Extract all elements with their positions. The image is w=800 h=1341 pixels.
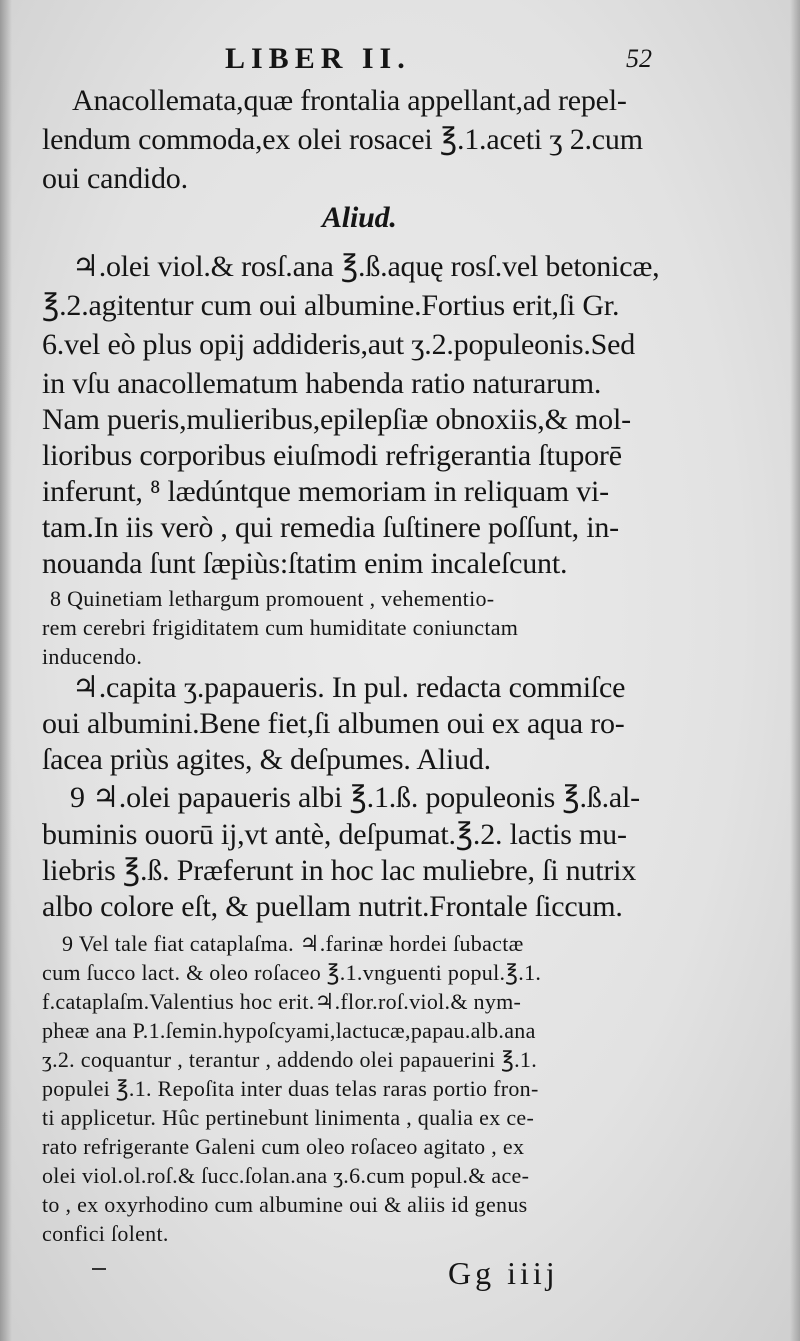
text-line: lioribus corporibus eiuſmodi refrigerantia ſtuporē <box>42 439 622 472</box>
annotation-line: populei ℥.1. Repoſita inter duas telas raras portio fron- <box>42 1076 539 1101</box>
text-line: albo colore eſt, & puellam nutrit.Frontale ſiccum. <box>42 890 623 923</box>
text-line: Nam pueris,mulieribus,epilepſiæ obnoxiis,& mol- <box>42 403 631 436</box>
text-line: nouanda ſunt ſæpiùs:ſtatim enim incaleſcunt. <box>42 547 568 580</box>
annotation-line: 8 Quinetiam lethargum promouent , vehementio- <box>50 586 495 611</box>
text-line: 9 ♃.olei papaueris albi ℥.1.ß. populeonis ℥.ß.al- <box>70 781 640 814</box>
annotation-line: pheæ ana P.1.ſemin.hypoſcyami,lactucæ,papau.alb.ana <box>42 1018 536 1043</box>
annotation-line: confici ſolent. <box>42 1221 169 1246</box>
text-line: tam.In iis verò , qui remedia ſuſtinere poſſunt, in- <box>42 511 619 544</box>
signature-mark: Gg iiij <box>448 1255 559 1291</box>
annotation-line: to , ex oxyrhodino cum albumine oui & aliis id genus <box>42 1192 528 1217</box>
annotation-line: inducendo. <box>42 644 143 669</box>
text-line: liebris ℥.ß. Præferunt in hoc lac muliebre, ſi nutrix <box>42 854 637 887</box>
folio-number: 52 <box>626 44 652 73</box>
annotation-line: olei viol.ol.roſ.& ſucc.ſolan.ana ʒ.6.cum popul.& ace- <box>42 1163 530 1188</box>
text-line: oui candido. <box>42 162 188 195</box>
text-line: in vſu anacollematum habenda ratio naturarum. <box>42 367 602 400</box>
text-line: ſacea priùs agites, & deſpumes. Aliud. <box>42 743 491 776</box>
annotation-line: ʒ.2. coquantur , terantur , addendo olei papauerini ℥.1. <box>42 1047 538 1072</box>
text-line: Aliud. <box>322 201 397 234</box>
text-line: ♃.capita ʒ.papaueris. In pul. redacta commiſce <box>72 671 626 704</box>
text-line: ♃.olei viol.& rosſ.ana ℥.ß.aquę rosſ.vel betonicæ, <box>72 250 660 283</box>
annotation-line: cum ſucco lact. & oleo roſaceo ℥.1.vnguenti popul.℥.1. <box>42 960 542 985</box>
footer-dash <box>92 1268 106 1270</box>
text-line: Anacollemata,quæ frontalia appellant,ad repel- <box>72 84 627 117</box>
annotation-line: f.cataplaſm.Valentius hoc erit.♃.flor.roſ.viol.& nym- <box>42 989 522 1014</box>
running-head: LIBER II. <box>225 42 411 75</box>
annotation-line: rem cerebri frigiditatem cum humiditate coniunctam <box>42 615 519 640</box>
annotation-line: ti applicetur. Hûc pertinebunt linimenta , qualia ex ce- <box>42 1105 535 1130</box>
annotation-line: 9 Vel tale fiat cataplaſma. ♃.farinæ hordei ſubactæ <box>62 931 524 956</box>
text-line: buminis ouorū ij,vt antè, deſpumat.℥.2. lactis mu- <box>42 818 627 851</box>
text-line: ℥.2.agitentur cum oui albumine.Fortius erit,ſi Gr. <box>42 289 620 322</box>
text-line: oui albumini.Bene fiet,ſi albumen oui ex aqua ro- <box>42 707 625 740</box>
text-line: lendum commoda,ex olei rosacei ℥.1.aceti ʒ 2.cum <box>42 123 643 156</box>
annotation-line: rato refrigerante Galeni cum oleo roſaceo agitato , ex <box>42 1134 525 1159</box>
text-line: inferunt, ⁸ lædúntque memoriam in reliquam vi- <box>42 475 609 508</box>
text-line: 6.vel eò plus opij addideris,aut ʒ.2.populeonis.Sed <box>42 328 636 361</box>
